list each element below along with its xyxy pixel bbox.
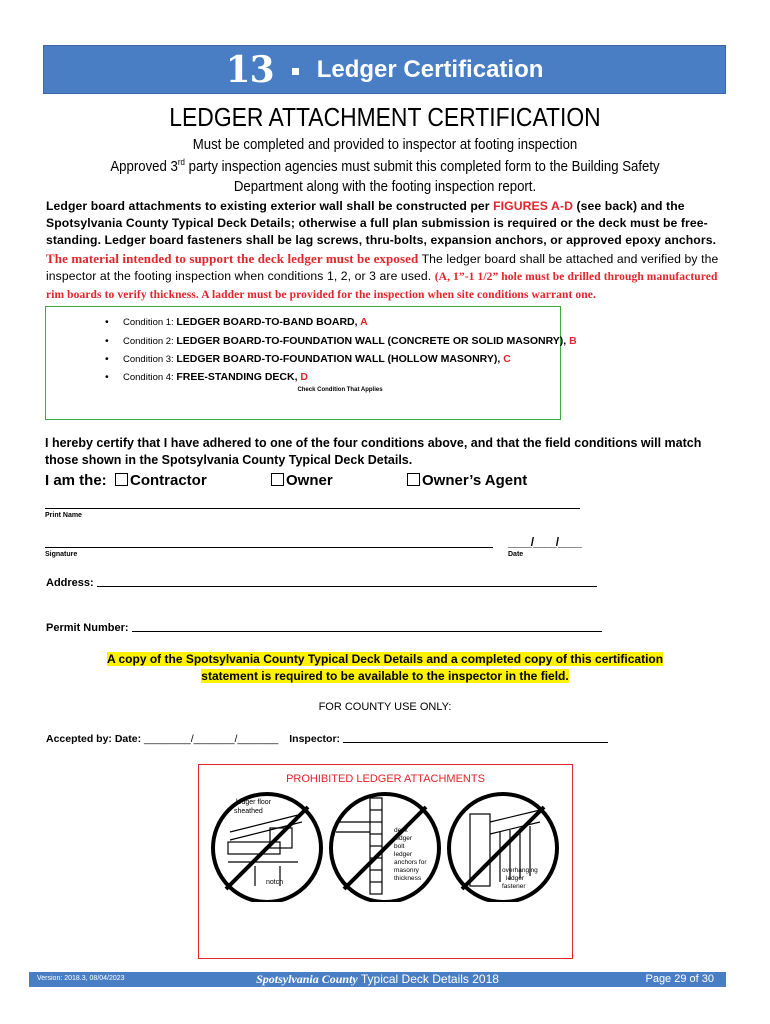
owner-option[interactable]: Owner xyxy=(271,472,333,489)
address-field[interactable] xyxy=(97,585,597,587)
owner-checkbox[interactable] xyxy=(271,473,284,486)
check-condition-note: Check Condition That Applies xyxy=(297,387,383,393)
iam-label: I am the: xyxy=(45,472,107,489)
section-number: 13 xyxy=(225,48,274,91)
page-number: Page 29 of 30 xyxy=(645,973,714,985)
condition-4[interactable]: • Condition 4: FREE-STANDING DECK, D xyxy=(105,371,308,383)
address-row: Address: xyxy=(46,577,597,589)
prohibited-title: PROHIBITED LEDGER ATTACHMENTS xyxy=(286,773,485,785)
fig3-label-ledger: ledger xyxy=(506,875,525,882)
condition-3[interactable]: • Condition 3: LEDGER BOARD-TO-FOUNDATION WALL (HOLLOW MASONRY), C xyxy=(105,353,511,365)
section-title: Ledger Certification xyxy=(316,55,544,83)
fig1-label-sheathed: sheathed xyxy=(234,808,263,815)
print-name-field[interactable] xyxy=(45,508,580,509)
accepted-row: Accepted by: Date: ________/_______/_______ Inspector: xyxy=(46,733,608,745)
fig1-label-ledger: ledger floor xyxy=(236,799,272,806)
fig2-label-deck: deck xyxy=(394,827,408,834)
fig2-label-ledger-2: ledger xyxy=(394,851,413,858)
date-field[interactable]: ____/____/____ xyxy=(508,535,581,549)
inspector-field[interactable] xyxy=(343,741,608,743)
prohibited-figure-1 xyxy=(213,794,321,902)
fig3-label-fastener: fastener xyxy=(502,883,526,890)
prohibited-figure-3 xyxy=(449,794,557,902)
date-label: Date xyxy=(508,551,524,558)
signature-field[interactable] xyxy=(45,547,493,548)
prohibited-figure-2 xyxy=(331,794,439,902)
owners-agent-option[interactable]: Owner’s Agent xyxy=(407,472,527,489)
fig2-label-bolt: bolt xyxy=(394,843,405,850)
county-use-heading: FOR COUNTY USE ONLY: xyxy=(318,701,452,713)
document-name: Spotsylvania County Typical Deck Details 2018 xyxy=(256,972,499,986)
subtitle-line1: Must be completed and provided to inspector at footing inspection xyxy=(192,136,578,153)
fig2-label-ledger: ledger xyxy=(394,835,413,842)
subtitle-line2: Approved 3rd party inspection agencies must submit this completed form to the Building Safety xyxy=(110,157,660,175)
condition-1[interactable]: • Condition 1: LEDGER BOARD-TO-BAND BOARD, A xyxy=(105,316,368,328)
accepted-date-field[interactable]: ________/_______/_______ xyxy=(144,733,279,745)
intro-paragraph: Ledger board attachments to existing exterior wall shall be constructed per FIGURES A-D (see back) and the Spotsylvania County Typical Deck Details; otherwise a full plan submission is required or the deck must be free-standing. Ledger board fasteners shall be lag screws, thru-bolts, expansion anchors, or approved epoxy anchors. xyxy=(46,199,717,247)
contractor-option[interactable]: Contractor xyxy=(115,472,207,489)
notice: A copy of the Spotsylvania County Typical Deck Details and a completed copy of this certification statement is required to be available to the inspector in the field. xyxy=(106,652,664,683)
permit-row: Permit Number: xyxy=(46,622,602,634)
prohibited-figures xyxy=(210,792,562,902)
fig3-label-overhanging: overhanging xyxy=(502,867,538,874)
certification-statement: I hereby certify that I have adhered to one of the four conditions above, and that the field conditions will match those shown in the Spotsylvania County Typical Deck Details. xyxy=(45,436,702,467)
condition-2[interactable]: • Condition 2: LEDGER BOARD-TO-FOUNDATION WALL (CONCRETE OR SOLID MASONRY), B xyxy=(105,335,577,347)
section-banner xyxy=(43,45,726,94)
version-text: Version: 2018.3, 08/04/2023 xyxy=(37,975,125,982)
bullet-square-icon xyxy=(292,68,299,75)
page-title: LEDGER ATTACHMENT CERTIFICATION xyxy=(169,102,601,132)
figures-reference: FIGURES A-D xyxy=(493,199,574,213)
contractor-checkbox[interactable] xyxy=(115,473,128,486)
print-name-label: Print Name xyxy=(45,512,82,519)
fig2-label-masonry: masonry xyxy=(394,867,419,874)
fig2-label-anchors: anchors for xyxy=(394,859,427,866)
fig1-label-notch: notch xyxy=(266,879,284,886)
subtitle-line3: Department along with the footing inspection report. xyxy=(233,178,537,195)
exposure-paragraph: The material intended to support the deck ledger must be exposed The ledger board shall be attached and verified by the inspector at the footing inspection when conditions 1, 2, or 3 are used. (A, 1”-1 1/2” hole must be drilled through manufactured rim boards to verify thickness. A ladder must be provided for the inspection when site conditions warrant one. xyxy=(46,251,719,301)
page-footer xyxy=(29,972,726,987)
owners-agent-checkbox[interactable] xyxy=(407,473,420,486)
fig2-label-thickness: thickness xyxy=(394,875,422,882)
signature-label: Signature xyxy=(45,551,78,558)
permit-number-field[interactable] xyxy=(132,630,602,632)
